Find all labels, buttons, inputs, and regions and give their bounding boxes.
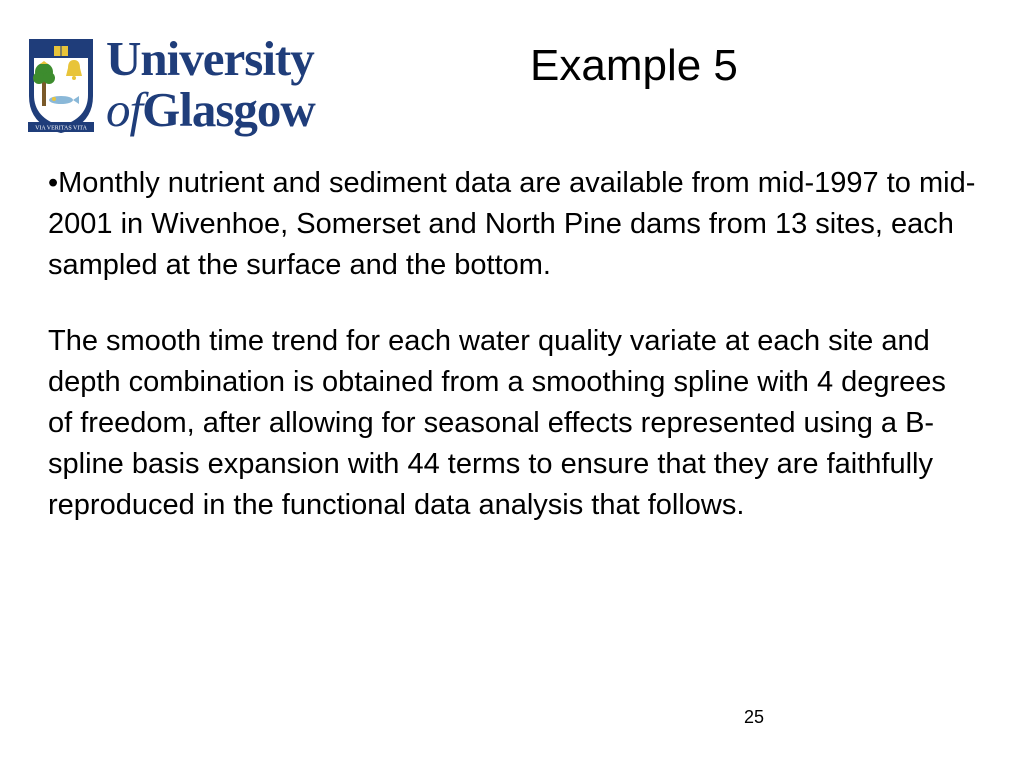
wordmark-of-glasgow — [106, 82, 315, 137]
university-wordmark — [106, 31, 315, 137]
university-crest-icon — [28, 38, 94, 134]
bullet-paragraph: •Monthly nutrient and sediment data are available from mid-1997 to mid-2001 in Wivenhoe, Somerset and North Pine dams from 13 sites, each sampled at the surface and the bottom. — [48, 167, 976, 281]
wordmark-glasgow: Glasgow — [142, 82, 315, 137]
university-logo — [28, 31, 350, 138]
wordmark-university: University — [106, 31, 314, 86]
crest-motto: VIA VERITAS VITA — [35, 125, 87, 132]
body-paragraph: The smooth time trend for each water quality variate at each site and depth combination is obtained from a smoothing spline with 4 degrees of freedom, after allowing for seasonal effects represented using a B-spline basis expansion with 44 terms to ensure that they are faithfully reproduced in the functional data analysis that follows. — [48, 325, 946, 521]
page-number: 25 — [744, 707, 765, 727]
slide-body — [48, 163, 978, 526]
slide-title: Example 5 — [530, 41, 738, 90]
wordmark-of: of — [106, 82, 143, 137]
